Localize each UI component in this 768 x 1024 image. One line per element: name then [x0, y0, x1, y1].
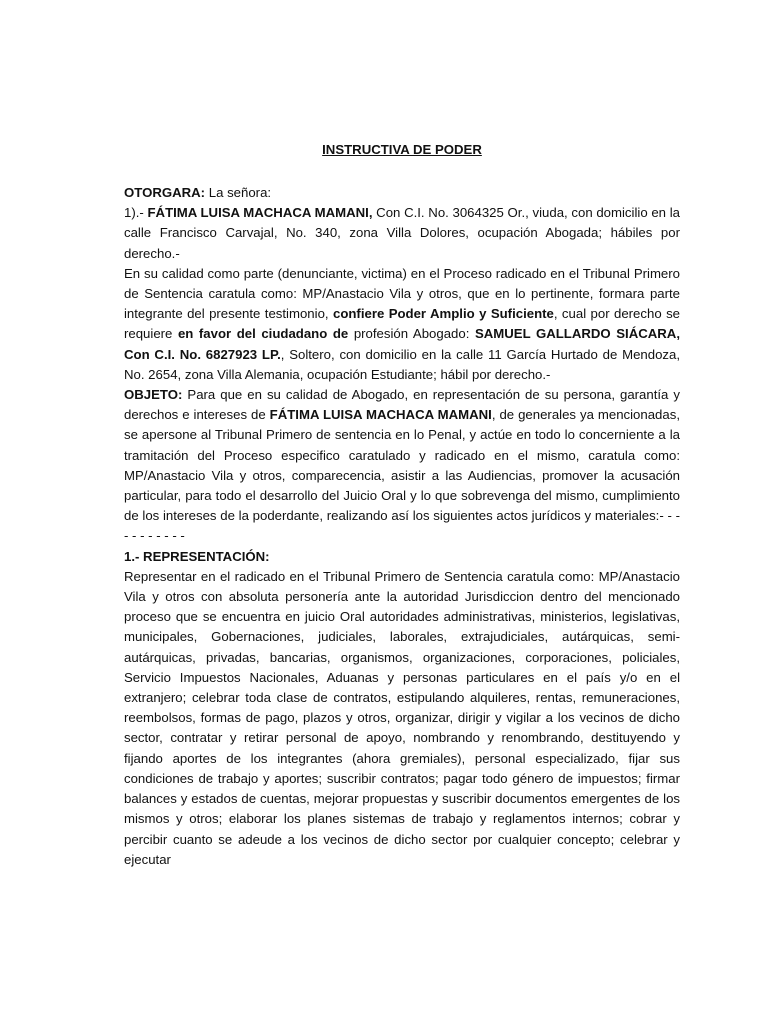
- calidad-bold-2: en favor del ciudadano de: [177, 326, 349, 342]
- objeto-bold-name: FÁTIMA LUISA MACHACA MAMANI: [269, 407, 492, 423]
- calidad-text-4: , Soltero, con domicilio en la calle 11 García Hurtado de Mendoza, No. 2654, zona Villa Alemania, ocupación Estudiante; hábil por derecho.-: [124, 346, 681, 382]
- objeto-text-2: , de generales ya mencionadas, se apersone al Tribunal Primero de sentencia en lo Penal, y actúe en todo lo concerniente a la tramitación del Proceso especifico caratulado y radicado en el mismo, caratula como: MP/Anastacio Vila y otros, comparecencia, asistir a las Audiencias, promover la acusación particular, para todo el desarrollo del Juicio Oral y lo que sobrevenga del mismo, cumplimiento de los intereses de la poderdante, realizando así los siguientes actos jurídicos y materiales:- - - - - - - - - - -: [124, 407, 680, 544]
- calidad-text-1: En su calidad como parte (denunciante, victima) en el Proceso radicado en el Tribunal Primero de Sentencia caratula como: MP/Anastacio Vila y otros, que en lo pertinente, formara parte integrante del presente testimonio,: [124, 265, 680, 322]
- objeto-paragraph: [124, 385, 680, 547]
- calidad-text-2: , cual por derecho se requiere: [124, 306, 680, 342]
- otorgara-paragraph: [124, 183, 680, 203]
- calidad-text-3: profesión Abogado:: [348, 326, 475, 342]
- calidad-paragraph: [124, 264, 680, 385]
- section-1-heading: 1.- REPRESENTACIÓN:: [124, 548, 270, 564]
- otorgara-label: OTORGARA:: [124, 185, 206, 200]
- section-1-text: Representar en el radicado en el Tribunal Primero de Sentencia caratula como: MP/Anastacio Vila y otros con absoluta personería ante la autoridad Jurisdiccion dentro del mencionado proceso que se encuentra en juicio Oral autoridades administrativas, ministerios, legislativas, municipales, Gobernaciones, judiciales, laborales, extrajudiciales, autárquicas, semi-autárquicas, privadas, bancarias, organismos, organizaciones, corporaciones, policiales, Servicio Impuestos Nacionales, Aduanas y personas particulares en el país y/o en el extranjero; celebrar toda clase de contratos, estipulando alquileres, rentas, remuneraciones, reembolsos, formas de pago, plazos y otros, organizar, dirigir y vigilar a los vecinos de dicho sector, contratar y retirar personal de apoyo, nombrando y renombrando, destituyendo y fijando aportes de los integrantes (ahora gremiales), personal especializado, fijar sus condiciones de trabajo y aportes; suscribir contratos; pagar todo género de impuestos; firmar balances y estados de cuentas, mejorar propuestas y suscribir documentos emergentes de los mismos y otros; elaborar los planes sistemas de trabajo y reglamentos internos; cobrar y percibir cuanto se adeude a los vecinos de dicho sector por cualquier concepto; celebrar y ejecutar: [124, 568, 680, 867]
- grantor-name: FÁTIMA LUISA MACHACA MAMANI,: [147, 205, 373, 221]
- grantor-number: 1).-: [124, 205, 148, 221]
- document-title: INSTRUCTIVA DE PODER: [322, 142, 482, 157]
- grantor-details: Con C.I. No. 3064325 Or., viuda, con domicilio en la calle Francisco Carvajal, No. 340, zona Villa Dolores, ocupación Abogada; hábiles por derecho.-: [124, 205, 680, 261]
- otorgara-text: La señora:: [205, 185, 272, 200]
- grantor-paragraph: [124, 203, 680, 264]
- attorney-name: SAMUEL GALLARDO SIÁCARA, Con C.I. No. 6827923 LP.: [124, 326, 680, 362]
- objeto-text-1: Para que en su calidad de Abogado, en representación de su persona, garantía y derechos e intereses de: [124, 387, 680, 423]
- calidad-bold-1: confiere Poder Amplio y Suficiente: [332, 306, 554, 322]
- objeto-label: OBJETO:: [124, 387, 183, 403]
